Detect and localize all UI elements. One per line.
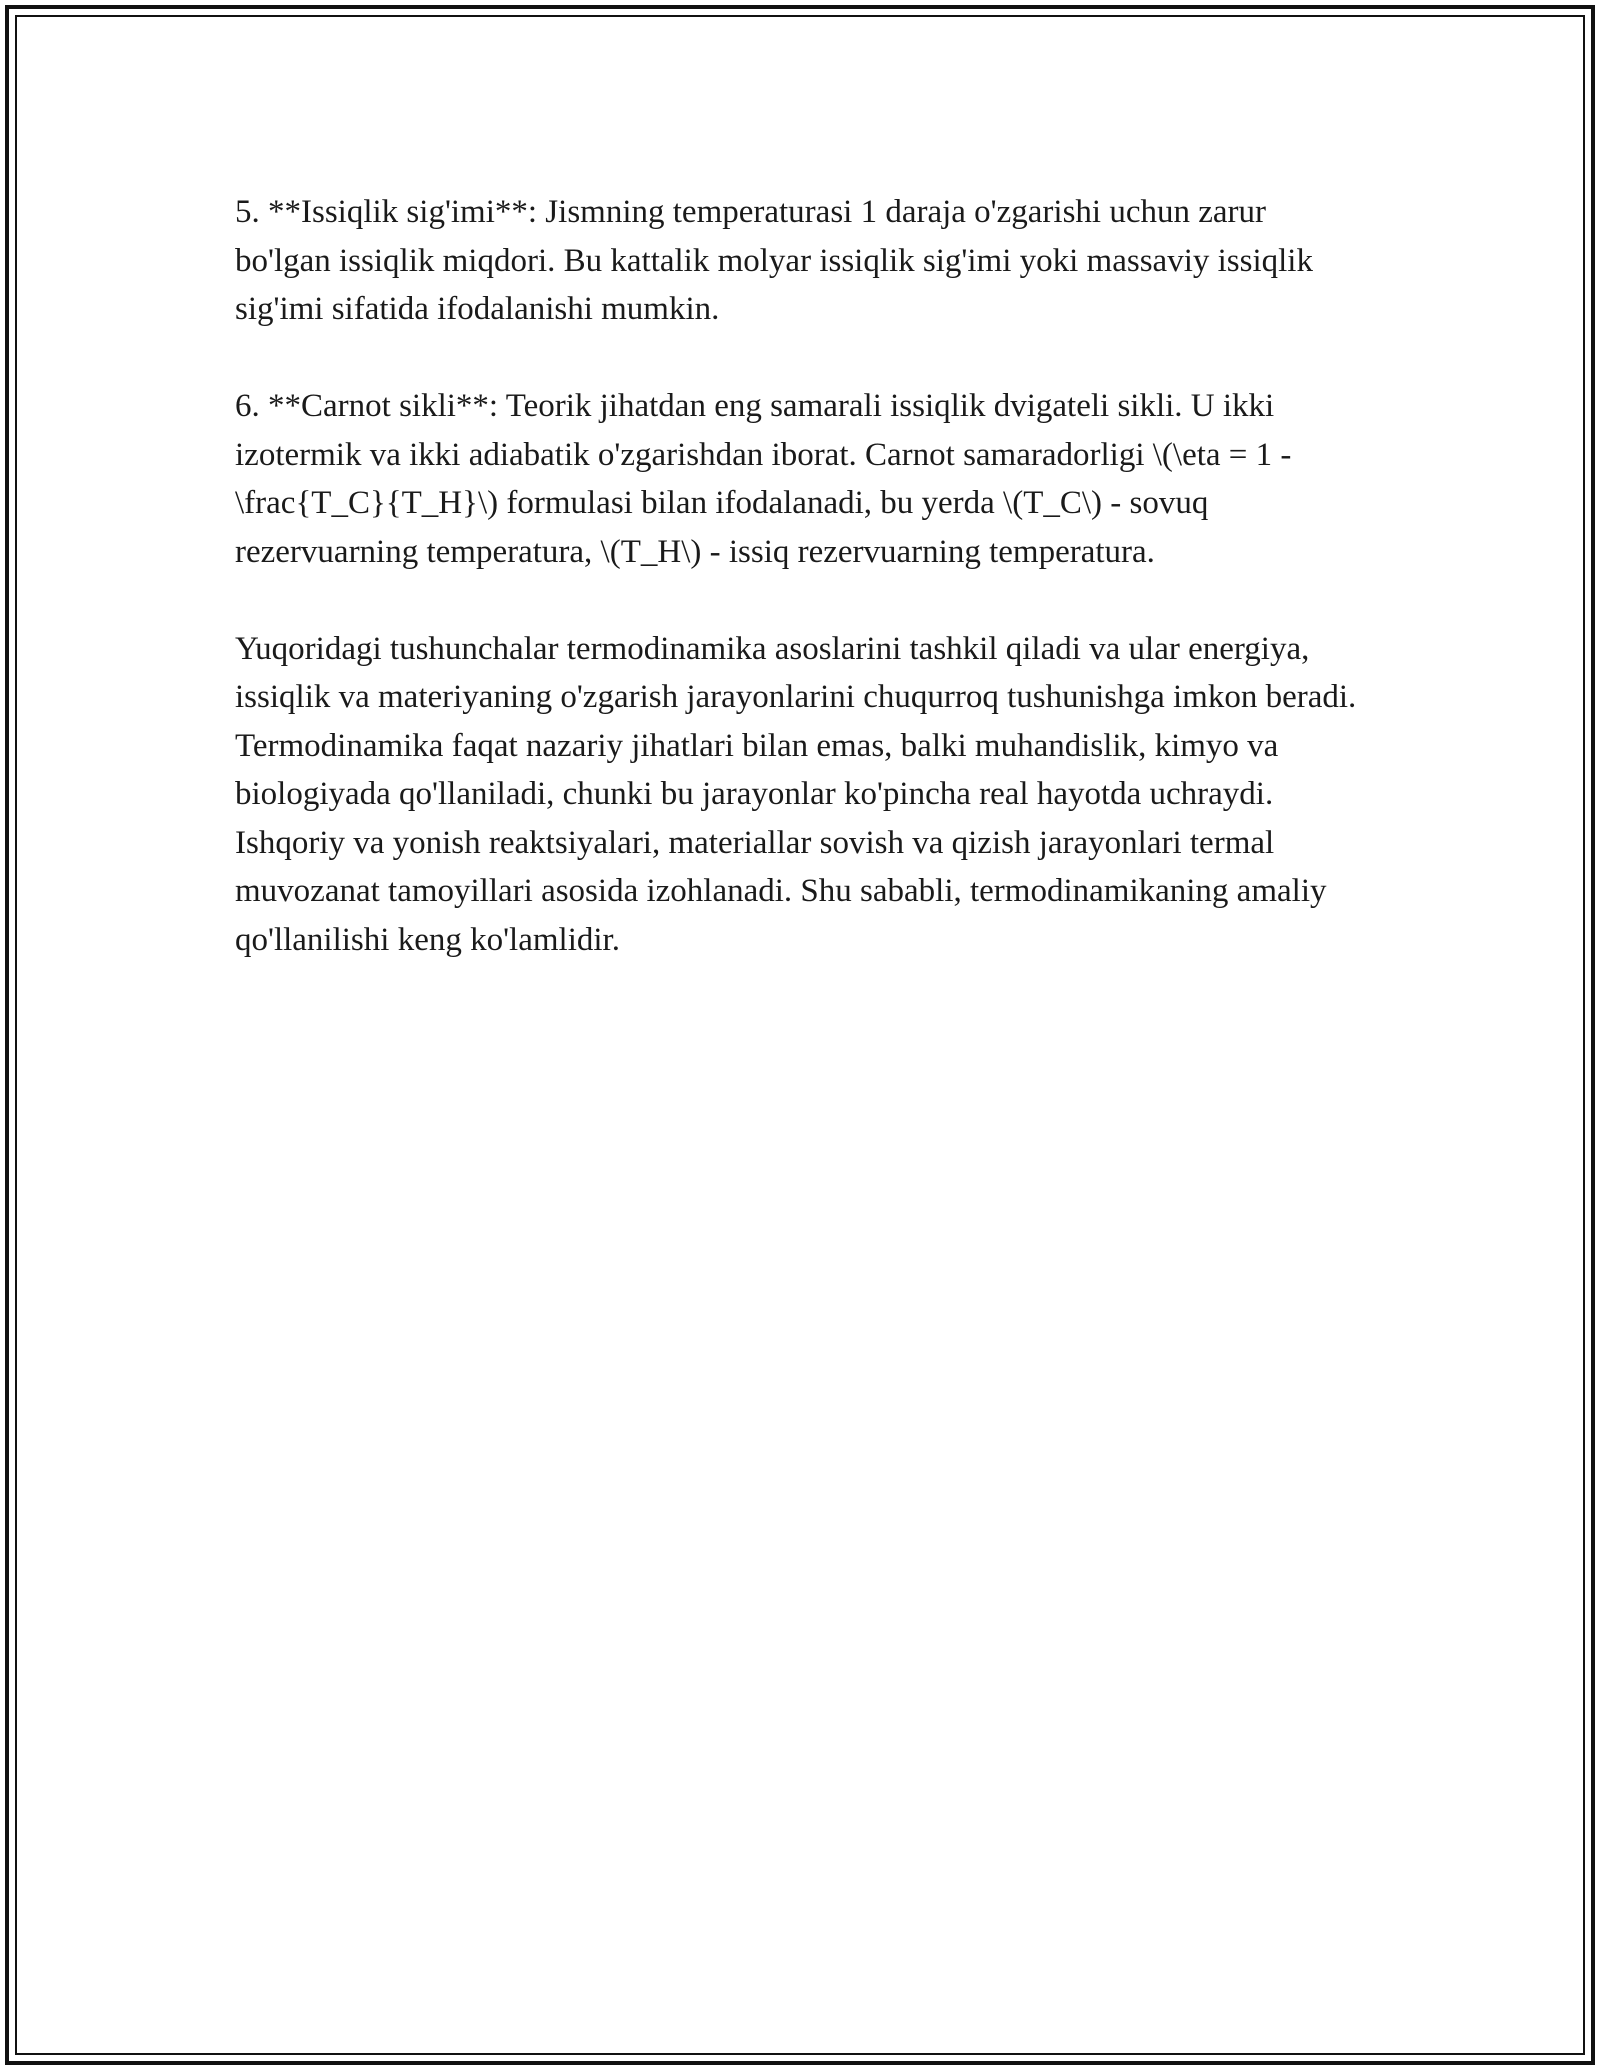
document-body <box>235 188 1370 1013</box>
paragraph-summary: Yuqoridagi tushunchalar termodinamika asoslarini tashkil qiladi va ular energiya, issiqlik va materiyaning o'zgarish jarayonlarini chuqurroq tushunishga imkon beradi. Termodinamika faqat nazariy jihatlari bilan emas, balki muhandislik, kimyo va biologiyada qo'llaniladi, chunki bu jarayonlar ko'pincha real hayotda uchraydi. Ishqoriy va yonish reaktsiyalari, materiallar sovish va qizish jarayonlari termal muvozanat tamoyillari asosida izohlanadi. Shu sababli, termodinamikaning amaliy qo'llanilishi keng ko'lamlidir. <box>235 630 1357 958</box>
paragraph-carnot-cycle: 6. **Carnot sikli**: Teorik jihatdan eng samarali issiqlik dvigateli sikli. U ikki izotermik va ikki adiabatik o'zgarishdan iborat. Carnot samaradorligi \(\eta = 1 - \frac{T_C}{T_H}\) formulasi bilan ifodalanadi, bu yerda \(T_C\) - sovuq rezervuarning temperatura, \(T_H\) - issiq rezervuarning temperatura. <box>235 388 1292 570</box>
paragraph-heat-capacity: 5. **Issiqlik sig'imi**: Jismning temperaturasi 1 daraja o'zgarishi uchun zarur bo'lgan issiqlik miqdori. Bu kattalik molyar issiqlik sig'imi yoki massaviy issiqlik sig'imi sifatida ifodalanishi mumkin. <box>235 194 1313 327</box>
